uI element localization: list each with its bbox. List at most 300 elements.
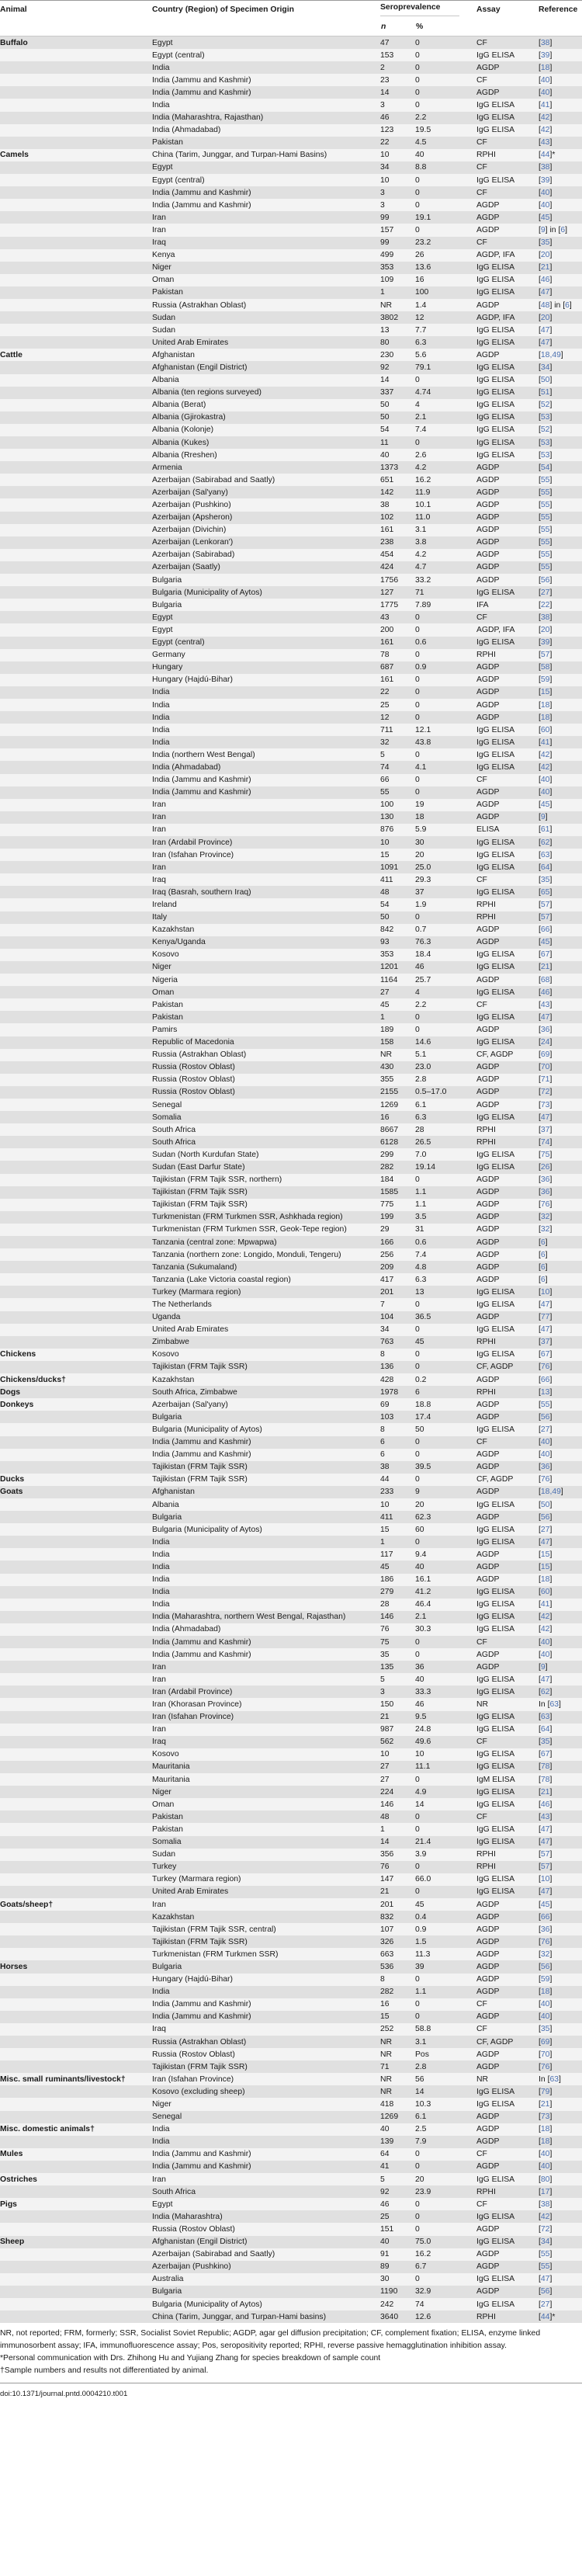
pct-cell: 29.3 [415, 873, 476, 886]
reference-link[interactable]: 69 [540, 2037, 550, 2047]
assay-cell: AGDP [476, 474, 539, 486]
n-cell: 103 [380, 1411, 415, 1423]
reference-link[interactable]: 66 [540, 1375, 550, 1384]
n-cell: 136 [380, 1361, 415, 1373]
reference-link[interactable]: 57 [540, 651, 550, 660]
reference-link[interactable]: 58 [540, 663, 550, 672]
reference-link[interactable]: 21 [540, 963, 550, 972]
reference-link[interactable]: 38 [540, 2199, 550, 2209]
reference-link[interactable]: 63 [549, 1700, 559, 1710]
reference-link[interactable]: 20 [540, 251, 550, 260]
reference-link[interactable]: 10 [540, 1875, 550, 1884]
reference-link[interactable]: 60 [540, 725, 550, 734]
reference-link[interactable]: 42 [540, 126, 550, 135]
reference-link[interactable]: 27 [540, 1525, 550, 1534]
reference-link[interactable]: 47 [540, 288, 550, 297]
reference-link[interactable]: 27 [540, 588, 550, 597]
reference-link[interactable]: 80 [540, 2175, 550, 2184]
reference-link[interactable]: 10 [540, 1287, 550, 1297]
reference-link[interactable]: 32 [540, 1949, 550, 1959]
reference-link[interactable]: 35 [540, 2025, 550, 2034]
pct-cell: 1.9 [415, 898, 476, 911]
reference-link[interactable]: 71 [540, 1075, 550, 1085]
reference-link[interactable]: 35 [540, 875, 550, 884]
country-cell: Pakistan [152, 998, 380, 1011]
reference-link[interactable]: 55 [540, 475, 550, 484]
reference-link[interactable]: 73 [540, 2113, 550, 2122]
reference-link[interactable]: 40 [540, 1438, 550, 1447]
reference-link[interactable]: 57 [540, 901, 550, 910]
reference-cell [539, 1698, 582, 1710]
reference-link[interactable]: 47 [540, 1675, 550, 1684]
reference-link[interactable]: 60 [540, 1588, 550, 1597]
reference-cell [539, 1298, 582, 1311]
assay-cell: AGDP [476, 699, 539, 711]
assay-cell: IgG ELISA [476, 399, 539, 411]
reference-link[interactable]: 46 [540, 1800, 550, 1809]
reference-link[interactable]: 41 [540, 1600, 550, 1609]
reference-link[interactable]: 45 [540, 938, 550, 947]
reference-link[interactable]: 15 [540, 688, 550, 697]
reference-link[interactable]: 57 [540, 1850, 550, 1859]
reference-link[interactable]: 36 [540, 1025, 550, 1034]
reference-link[interactable]: 46 [540, 276, 550, 285]
n-cell: 224 [380, 1786, 415, 1798]
reference-link[interactable]: 18 [540, 2125, 550, 2134]
reference-link[interactable]: 45 [540, 800, 550, 810]
reference-link[interactable]: 56 [540, 1412, 550, 1422]
reference-link[interactable]: 55 [540, 563, 550, 572]
reference-link-secondary[interactable]: 6 [560, 225, 566, 234]
reference-link[interactable]: 76 [540, 1200, 550, 1210]
reference-link[interactable]: 55 [540, 550, 550, 560]
table-row [0, 36, 582, 50]
reference-link[interactable]: 61 [540, 825, 550, 835]
reference-link[interactable]: 15 [540, 1550, 550, 1559]
bracket: ] [549, 488, 553, 497]
reference-link[interactable]: 74 [540, 1137, 550, 1147]
bracket: ] [549, 1137, 553, 1147]
animal-cell [0, 1611, 152, 1623]
reference-link[interactable]: 42 [540, 1613, 550, 1622]
reference-link[interactable]: 55 [540, 526, 550, 535]
animal-cell [0, 1511, 152, 1523]
reference-link[interactable]: 36 [540, 1463, 550, 1472]
reference-link[interactable]: 15 [540, 1562, 550, 1571]
reference-link[interactable]: 47 [540, 1887, 550, 1897]
reference-link[interactable]: 40 [540, 2162, 550, 2172]
reference-link[interactable]: 20 [540, 625, 550, 634]
reference-link[interactable]: 40 [540, 75, 550, 85]
pct-cell: 0 [415, 2148, 476, 2161]
reference-link[interactable]: 43 [540, 138, 550, 148]
reference-link[interactable]: 36 [540, 1188, 550, 1197]
n-cell: 1091 [380, 861, 415, 873]
reference-link[interactable]: 47 [540, 1838, 550, 1847]
reference-link[interactable]: 50 [540, 376, 550, 385]
assay-cell: IgG ELISA [476, 374, 539, 387]
bracket: [ [539, 1088, 541, 1097]
reference-link[interactable]: 9 [540, 813, 546, 822]
bracket: ] [549, 1162, 553, 1172]
reference-link[interactable]: 56 [540, 1512, 550, 1522]
reference-link[interactable]: 72 [540, 2224, 550, 2234]
reference-link[interactable]: 47 [540, 1300, 550, 1310]
pct-cell: 7.7 [415, 324, 476, 336]
reference-link[interactable]: 20 [540, 313, 550, 322]
n-cell: 45 [380, 1561, 415, 1573]
reference-link[interactable]: 76 [540, 1937, 550, 1946]
reference-link[interactable]: 70 [540, 2050, 550, 2059]
animal-cell: Horses [0, 1960, 152, 1973]
reference-link[interactable]: 27 [540, 2300, 550, 2309]
reference-link[interactable]: 40 [540, 88, 550, 97]
reference-cell [539, 1099, 582, 1111]
table-row [0, 736, 582, 748]
reference-link[interactable]: 76 [540, 1475, 550, 1484]
reference-link[interactable]: 55 [540, 1400, 550, 1409]
country-cell: Kazakhstan [152, 1911, 380, 1923]
reference-link[interactable]: 78 [540, 1775, 550, 1784]
reference-link[interactable]: 9 [540, 1662, 546, 1672]
reference-link[interactable]: 18 [540, 63, 550, 72]
reference-link-secondary[interactable]: 6 [565, 300, 570, 310]
reference-link[interactable]: 39 [540, 50, 550, 60]
bracket: ] [549, 376, 553, 385]
reference-link[interactable]: 52 [540, 425, 550, 435]
reference-link[interactable]: 42 [540, 113, 550, 123]
reference-link[interactable]: 47 [540, 338, 550, 347]
reference-link[interactable]: 35 [540, 238, 550, 248]
reference-link[interactable]: 56 [540, 2287, 550, 2297]
country-cell: India (Jammu and Kashmir) [152, 786, 380, 799]
reference-link[interactable]: 13 [540, 1387, 550, 1397]
pct-cell: 0 [415, 1324, 476, 1336]
reference-link[interactable]: 22 [540, 600, 550, 609]
reference-link[interactable]: 42 [540, 750, 550, 759]
reference-link[interactable]: 79 [540, 2087, 550, 2096]
animal-cell [0, 873, 152, 886]
reference-link[interactable]: 34 [540, 2238, 550, 2247]
reference-link[interactable]: 6 [540, 1238, 546, 1247]
table-row [0, 986, 582, 998]
reference-link[interactable]: 40 [540, 788, 550, 797]
reference-link[interactable]: 32 [540, 1225, 550, 1234]
reference-link[interactable]: 47 [540, 2275, 550, 2284]
reference-link[interactable]: 39 [540, 175, 550, 185]
reference-link[interactable]: 18,49 [540, 1488, 561, 1497]
animal-cell [0, 1011, 152, 1023]
n-cell: 40 [380, 2236, 415, 2248]
reference-link[interactable]: 17 [540, 2187, 550, 2196]
pct-cell: 12 [415, 311, 476, 324]
bracket: [ [539, 213, 541, 222]
reference-link[interactable]: 6 [540, 1262, 546, 1272]
reference-link[interactable]: 36 [540, 1925, 550, 1934]
table-row [0, 1648, 582, 1661]
reference-link[interactable]: 51 [540, 388, 550, 398]
reference-link[interactable]: 55 [540, 2262, 550, 2272]
reference-link[interactable]: 35 [540, 1738, 550, 1747]
country-cell: India [152, 711, 380, 724]
table-row [0, 186, 582, 199]
pct-cell: 49.6 [415, 1736, 476, 1748]
table-row [0, 1111, 582, 1123]
reference-link[interactable]: 46 [540, 988, 550, 997]
reference-link[interactable]: 37 [540, 1125, 550, 1134]
reference-link[interactable]: 41 [540, 101, 550, 110]
reference-cell [539, 2198, 582, 2210]
reference-link[interactable]: 39 [540, 638, 550, 647]
pct-cell: 0 [415, 1648, 476, 1661]
country-cell: Iraq [152, 2023, 380, 2036]
reference-link[interactable]: 56 [540, 1962, 550, 1971]
assay-cell: IgG ELISA [476, 274, 539, 286]
assay-cell: NR [476, 2073, 539, 2085]
table-row [0, 1798, 582, 1810]
reference-cell [539, 2261, 582, 2273]
reference-link[interactable]: 55 [540, 501, 550, 510]
bracket: [ [539, 501, 541, 510]
reference-link[interactable]: 43 [540, 1812, 550, 1821]
table-row [0, 1586, 582, 1599]
reference-cell [539, 1123, 582, 1136]
reference-cell [539, 411, 582, 424]
reference-cell [539, 1523, 582, 1536]
bracket: [ [539, 700, 541, 710]
reference-link[interactable]: 66 [540, 1912, 550, 1922]
reference-link[interactable]: 18 [540, 700, 550, 710]
reference-link[interactable]: 40 [540, 188, 550, 197]
table-row [0, 2073, 582, 2085]
reference-link[interactable]: 75 [540, 1150, 550, 1159]
reference-link[interactable]: 47 [540, 1325, 550, 1335]
reference-link[interactable]: 72 [540, 1088, 550, 1097]
reference-link[interactable]: 57 [540, 913, 550, 922]
reference-link[interactable]: 54 [540, 463, 550, 472]
reference-link[interactable]: 24 [540, 1038, 550, 1047]
animal-cell [0, 262, 152, 274]
reference-link[interactable]: 56 [540, 575, 550, 585]
animal-cell [0, 411, 152, 424]
assay-cell: IgG ELISA [476, 1836, 539, 1849]
animal-cell [0, 211, 152, 224]
reference-link[interactable]: 45 [540, 213, 550, 222]
reference-link[interactable]: 38 [540, 38, 550, 47]
bracket: ] [549, 313, 553, 322]
reference-link[interactable]: 78 [540, 1762, 550, 1772]
pct-cell: 19 [415, 799, 476, 811]
reference-link[interactable]: 18 [540, 2137, 550, 2147]
pct-cell: 12.1 [415, 724, 476, 736]
reference-link[interactable]: 21 [540, 2100, 550, 2109]
table-footnotes [0, 2323, 582, 2377]
n-cell: 1756 [380, 574, 415, 586]
animal-cell [0, 924, 152, 936]
country-cell: Albania (Gjirokastra) [152, 411, 380, 424]
reference-link[interactable]: 38 [540, 613, 550, 622]
country-cell: South Africa [152, 1123, 380, 1136]
reference-link[interactable]: 41 [540, 738, 550, 747]
reference-link[interactable]: 47 [540, 1824, 550, 1834]
bracket: ] [549, 2100, 553, 2109]
bracket: [ [539, 1400, 541, 1409]
reference-link[interactable]: 64 [540, 1725, 550, 1734]
bracket: [ [539, 688, 541, 697]
animal-cell [0, 748, 152, 761]
reference-link[interactable]: 62 [540, 838, 550, 847]
reference-link[interactable]: 63 [540, 850, 550, 859]
assay-cell: IgG ELISA [476, 174, 539, 186]
reference-link[interactable]: 64 [540, 863, 550, 872]
animal-cell [0, 161, 152, 174]
n-cell: 3 [380, 199, 415, 211]
reference-link[interactable]: 77 [540, 1313, 550, 1322]
reference-link[interactable]: 40 [540, 1637, 550, 1647]
reference-cell [539, 1861, 582, 1873]
n-cell: 146 [380, 1798, 415, 1810]
reference-link[interactable]: 27 [540, 1425, 550, 1434]
reference-link[interactable]: 55 [540, 513, 550, 522]
bracket: [ [539, 1475, 541, 1484]
pct-cell: 9 [415, 1486, 476, 1498]
bracket: ] [549, 1925, 553, 1934]
bracket: ] [549, 1188, 553, 1197]
animal-cell [0, 311, 152, 324]
reference-link[interactable]: 36 [540, 1175, 550, 1185]
reference-link[interactable]: 59 [540, 1975, 550, 1984]
reference-link[interactable]: 65 [540, 887, 550, 897]
reference-link[interactable]: 67 [540, 1750, 550, 1759]
pct-cell: 0 [415, 224, 476, 236]
animal-cell [0, 786, 152, 799]
reference-link[interactable]: 44 [540, 151, 550, 160]
bracket: ] [549, 2250, 553, 2259]
table-row [0, 1998, 582, 2011]
assay-cell: RPHI [476, 2185, 539, 2198]
reference-link[interactable]: 47 [540, 1113, 550, 1122]
table-row [0, 924, 582, 936]
reference-link[interactable]: 6 [540, 1275, 546, 1284]
reference-link[interactable]: 18 [540, 1988, 550, 1997]
reference-link[interactable]: 63 [549, 2074, 559, 2084]
reference-link[interactable]: 32 [540, 1213, 550, 1222]
reference-link[interactable]: 52 [540, 401, 550, 410]
reference-link[interactable]: 42 [540, 1625, 550, 1634]
reference-link[interactable]: 37 [540, 1338, 550, 1347]
n-cell: 711 [380, 724, 415, 736]
country-cell: India [152, 2136, 380, 2148]
reference-link[interactable]: 44 [540, 2312, 550, 2321]
reference-cell [539, 936, 582, 949]
table-row [0, 436, 582, 449]
reference-link[interactable]: 40 [540, 776, 550, 785]
reference-link[interactable]: 40 [540, 1650, 550, 1659]
reference-link[interactable]: 62 [540, 1687, 550, 1696]
reference-link[interactable]: 6 [540, 1250, 546, 1259]
reference-link[interactable]: 50 [540, 1500, 550, 1509]
country-cell: Iran (Isfahan Province) [152, 1711, 380, 1724]
reference-link[interactable]: 67 [540, 950, 550, 960]
reference-link[interactable]: 43 [540, 1000, 550, 1009]
assay-cell: IgG ELISA [476, 2173, 539, 2185]
reference-link[interactable]: 67 [540, 1350, 550, 1359]
reference-link[interactable]: 47 [540, 325, 550, 335]
bracket: [ [539, 1687, 541, 1696]
assay-cell: RPHI [476, 1861, 539, 1873]
bracket: [ [539, 1025, 541, 1034]
assay-cell: AGDP, IFA [476, 623, 539, 636]
reference-cell [539, 1036, 582, 1049]
reference-link[interactable]: 40 [540, 2000, 550, 2009]
reference-link[interactable]: 18 [540, 1575, 550, 1585]
reference-link[interactable]: 42 [540, 762, 550, 772]
reference-link[interactable]: 55 [540, 538, 550, 547]
pct-cell: 23.0 [415, 1061, 476, 1074]
reference-link[interactable]: 53 [540, 438, 550, 447]
reference-link[interactable]: 26 [540, 1162, 550, 1172]
reference-link[interactable]: 38 [540, 163, 550, 172]
reference-link[interactable]: 73 [540, 1100, 550, 1109]
reference-link[interactable]: 55 [540, 2250, 550, 2259]
reference-link[interactable]: 9 [540, 225, 546, 234]
animal-cell [0, 1148, 152, 1161]
table-row [0, 1698, 582, 1710]
reference-link[interactable]: 40 [540, 2012, 550, 2022]
reference-link[interactable]: 21 [540, 263, 550, 273]
pct-cell: 0 [415, 1536, 476, 1548]
pct-cell: 0 [415, 2223, 476, 2235]
country-cell: India (Ahmadabad) [152, 761, 380, 773]
reference-link[interactable]: 63 [540, 1713, 550, 1722]
reference-link[interactable]: 40 [540, 1450, 550, 1460]
reference-link[interactable]: 42 [540, 2212, 550, 2221]
reference-link[interactable]: 40 [540, 2150, 550, 2159]
pct-cell: 2.8 [415, 2060, 476, 2073]
pct-cell: 5.6 [415, 349, 476, 361]
reference-link[interactable]: 76 [540, 1363, 550, 1372]
reference-link[interactable]: 45 [540, 1900, 550, 1909]
bracket: ] [549, 800, 553, 810]
reference-link[interactable]: 59 [540, 675, 550, 685]
pct-cell: 20 [415, 2173, 476, 2185]
reference-link[interactable]: 53 [540, 450, 550, 460]
reference-link[interactable]: 47 [540, 1012, 550, 1022]
reference-link[interactable]: 47 [540, 1537, 550, 1547]
reference-link[interactable]: 18 [540, 713, 550, 722]
assay-cell: CF, AGDP [476, 1474, 539, 1486]
reference-link[interactable]: 68 [540, 975, 550, 984]
reference-link[interactable]: 53 [540, 413, 550, 422]
n-cell: 14 [380, 374, 415, 387]
reference-link[interactable]: 57 [540, 1863, 550, 1872]
reference-link[interactable]: 76 [540, 2062, 550, 2071]
reference-link[interactable]: 34 [540, 363, 550, 372]
reference-link[interactable]: 69 [540, 1050, 550, 1060]
animal-cell [0, 686, 152, 699]
assay-cell: CF [476, 36, 539, 50]
reference-link[interactable]: 66 [540, 925, 550, 935]
bracket: [ [539, 1575, 541, 1585]
reference-link[interactable]: 40 [540, 200, 550, 210]
reference-link[interactable]: 55 [540, 488, 550, 497]
reference-link[interactable]: 21 [540, 1787, 550, 1797]
n-cell: NR [380, 2073, 415, 2085]
reference-link[interactable]: 48 [540, 300, 550, 310]
reference-link[interactable]: 70 [540, 1063, 550, 1072]
table-row [0, 512, 582, 524]
reference-link[interactable]: 18,49 [540, 350, 561, 359]
